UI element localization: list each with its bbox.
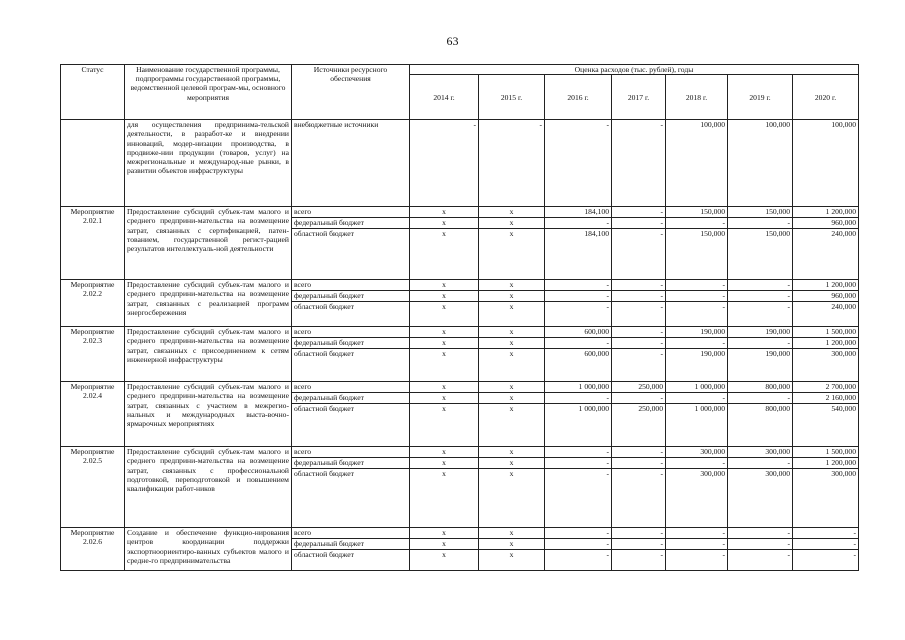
value-cell: 960,000 [793, 218, 859, 229]
value-cell: 960,000 [793, 291, 859, 302]
value-cell: 1 200,000 [793, 207, 859, 218]
value-cell: - [612, 539, 666, 550]
value-cell: - [728, 338, 793, 349]
value-cell: - [545, 338, 612, 349]
value-cell: x [410, 291, 479, 302]
value-cell: x [410, 207, 479, 218]
value-cell: 300,000 [666, 469, 728, 528]
value-cell: - [612, 447, 666, 458]
value-cell: - [666, 218, 728, 229]
value-cell: 184,100 [545, 207, 612, 218]
value-cell: x [479, 280, 545, 291]
header-year: 2020 г. [793, 75, 859, 120]
value-cell: - [612, 349, 666, 382]
value-cell: x [410, 382, 479, 393]
funding-source-cell: областной бюджет [292, 404, 410, 447]
funding-source-cell: областной бюджет [292, 349, 410, 382]
value-cell: 540,000 [793, 404, 859, 447]
value-cell: x [410, 338, 479, 349]
value-cell: 1 000,000 [545, 404, 612, 447]
value-cell: - [545, 120, 612, 207]
value-cell: x [410, 327, 479, 338]
value-cell: - [612, 469, 666, 528]
value-cell: 240,000 [793, 302, 859, 327]
value-cell: x [479, 539, 545, 550]
measure-name-cell: для осуществления предпринима-тельской деятельности, в разработ-ке и внедрении инноваций, модер-низации производства, в продвиже-нии продукции (товаров, услуг) на межрегиональные и международ-ные рынки, в развитии объектов инфраструктуры [125, 120, 292, 207]
value-cell: 1 500,000 [793, 327, 859, 338]
value-cell: - [728, 218, 793, 229]
budget-table [60, 64, 859, 571]
value-cell: x [479, 447, 545, 458]
status-cell: Мероприятие 2.02.1 [61, 207, 125, 280]
value-cell: 150,000 [666, 207, 728, 218]
funding-source-cell: федеральный бюджет [292, 338, 410, 349]
funding-source-cell: областной бюджет [292, 229, 410, 280]
value-cell: 800,000 [728, 404, 793, 447]
value-cell: 1 000,000 [545, 382, 612, 393]
value-cell: 600,000 [545, 349, 612, 382]
value-cell: - [545, 218, 612, 229]
value-cell: x [479, 349, 545, 382]
value-cell: x [479, 207, 545, 218]
value-cell: - [728, 539, 793, 550]
header-status: Статус [61, 65, 125, 120]
header-year: 2015 г. [479, 75, 545, 120]
value-cell: x [410, 447, 479, 458]
funding-source-cell: федеральный бюджет [292, 458, 410, 469]
measure-name-cell: Предоставление субсидий субъек-там малого и среднего предприни-мательства на возмещение затрат, связанных с реализацией программ энергосбережения [125, 280, 292, 327]
value-cell: - [793, 539, 859, 550]
funding-source-cell: всего [292, 447, 410, 458]
value-cell: - [545, 302, 612, 327]
value-cell: 300,000 [728, 469, 793, 528]
value-cell: - [612, 120, 666, 207]
measure-name-cell: Создание и обеспечение функцио-нирования центров координации поддержки экспортноориентиро-ванных субъектов малого и средне-го предпринимательства [125, 528, 292, 571]
funding-source-cell: всего [292, 528, 410, 539]
value-cell: - [545, 393, 612, 404]
status-cell: Мероприятие 2.02.5 [61, 447, 125, 528]
value-cell: x [479, 338, 545, 349]
value-cell: - [612, 338, 666, 349]
value-cell: 1 500,000 [793, 447, 859, 458]
funding-source-cell: всего [292, 382, 410, 393]
value-cell: - [612, 528, 666, 539]
table-row [61, 447, 859, 458]
measure-name-cell: Предоставление субсидий субъек-там малого и среднего предприни-мательства на возмещение затрат, связанных с присоединением к сетям инженерной инфраструктуры [125, 327, 292, 382]
page-number: 63 [446, 34, 459, 48]
value-cell: 600,000 [545, 327, 612, 338]
value-cell: - [545, 458, 612, 469]
value-cell: 190,000 [666, 327, 728, 338]
value-cell: 100,000 [666, 120, 728, 207]
value-cell: x [410, 302, 479, 327]
value-cell: - [666, 393, 728, 404]
value-cell: 150,000 [666, 229, 728, 280]
value-cell: - [545, 539, 612, 550]
table-row [61, 207, 859, 218]
table-row [61, 120, 859, 207]
header-year: 2019 г. [728, 75, 793, 120]
value-cell: 100,000 [728, 120, 793, 207]
value-cell: x [410, 458, 479, 469]
value-cell: 2 160,000 [793, 393, 859, 404]
funding-source-cell: федеральный бюджет [292, 393, 410, 404]
value-cell: - [666, 528, 728, 539]
table-row [61, 528, 859, 539]
value-cell: - [545, 469, 612, 528]
header-year: 2016 г. [545, 75, 612, 120]
table-row [61, 382, 859, 393]
value-cell: 100,000 [793, 120, 859, 207]
value-cell: - [793, 528, 859, 539]
funding-source-cell: областной бюджет [292, 469, 410, 528]
value-cell: - [666, 550, 728, 571]
value-cell: - [479, 120, 545, 207]
value-cell: x [479, 327, 545, 338]
value-cell: - [545, 447, 612, 458]
value-cell: 150,000 [728, 207, 793, 218]
value-cell: - [612, 458, 666, 469]
value-cell: - [666, 338, 728, 349]
value-cell: - [612, 550, 666, 571]
table-row [61, 327, 859, 338]
status-cell: Мероприятие 2.02.6 [61, 528, 125, 571]
value-cell: 1 000,000 [666, 404, 728, 447]
value-cell: x [479, 528, 545, 539]
value-cell: - [666, 539, 728, 550]
value-cell: x [410, 469, 479, 528]
value-cell: - [612, 393, 666, 404]
value-cell: 300,000 [666, 447, 728, 458]
value-cell: x [479, 229, 545, 280]
value-cell: - [612, 302, 666, 327]
value-cell: 250,000 [612, 404, 666, 447]
status-cell: Мероприятие 2.02.4 [61, 382, 125, 447]
value-cell: x [410, 404, 479, 447]
funding-source-cell: всего [292, 327, 410, 338]
measure-name-cell: Предоставление субсидий субъек-там малого и среднего предприни-мательства на возмещение затрат, связанных с участием в межрегио-нальных и международных выста-вочно-ярмарочных мероприятиях [125, 382, 292, 447]
value-cell: - [545, 280, 612, 291]
value-cell: x [410, 550, 479, 571]
table-body [61, 120, 859, 571]
header-source: Источники ресурсного обеспечения [292, 65, 410, 120]
value-cell: 1 200,000 [793, 338, 859, 349]
status-cell: Мероприятие 2.02.2 [61, 280, 125, 327]
value-cell: 250,000 [612, 382, 666, 393]
value-cell: 300,000 [793, 469, 859, 528]
value-cell: - [545, 528, 612, 539]
funding-source-cell: областной бюджет [292, 550, 410, 571]
header-year: 2017 г. [612, 75, 666, 120]
value-cell: 2 700,000 [793, 382, 859, 393]
value-cell: x [479, 302, 545, 327]
value-cell: - [612, 207, 666, 218]
funding-source-cell: всего [292, 207, 410, 218]
value-cell: x [479, 393, 545, 404]
value-cell: 190,000 [728, 327, 793, 338]
value-cell: x [410, 280, 479, 291]
value-cell: x [479, 469, 545, 528]
value-cell: - [728, 550, 793, 571]
header-year: 2014 г. [410, 75, 479, 120]
value-cell: - [728, 302, 793, 327]
table-row [61, 280, 859, 291]
value-cell: - [666, 280, 728, 291]
value-cell: 1 200,000 [793, 458, 859, 469]
value-cell: x [479, 382, 545, 393]
value-cell: x [410, 229, 479, 280]
value-cell: x [410, 539, 479, 550]
value-cell: - [728, 458, 793, 469]
funding-source-cell: федеральный бюджет [292, 291, 410, 302]
funding-source-cell: внебюджетные источники [292, 120, 410, 207]
header-name: Наименование государственной программы, подпрограммы государственной программы, ведомственной целевой програм-мы, основного мероприятия [125, 65, 292, 120]
value-cell: - [612, 291, 666, 302]
value-cell: - [612, 229, 666, 280]
value-cell: 190,000 [728, 349, 793, 382]
value-cell: 800,000 [728, 382, 793, 393]
status-cell [61, 120, 125, 207]
value-cell: - [728, 528, 793, 539]
value-cell: - [612, 280, 666, 291]
value-cell: - [410, 120, 479, 207]
value-cell: - [666, 458, 728, 469]
measure-name-cell: Предоставление субсидий субъек-там малого и среднего предприни-мательства на возмещение затрат, связанных с сертификацией, патен-тованием, государственной регист-рацией результатов интеллектуаль-ной деятельности [125, 207, 292, 280]
value-cell: - [666, 291, 728, 302]
value-cell: 184,100 [545, 229, 612, 280]
value-cell: x [410, 349, 479, 382]
funding-source-cell: федеральный бюджет [292, 218, 410, 229]
value-cell: - [545, 550, 612, 571]
value-cell: x [479, 218, 545, 229]
value-cell: - [666, 302, 728, 327]
value-cell: x [410, 218, 479, 229]
header-year: 2018 г. [666, 75, 728, 120]
value-cell: x [479, 550, 545, 571]
value-cell: x [479, 291, 545, 302]
measure-name-cell: Предоставление субсидий субъек-там малого и среднего предприни-мательства на возмещение затрат, связанных с профессиональной подготовкой, переподготовкой и повышением квалификации работ-ников [125, 447, 292, 528]
value-cell: - [728, 280, 793, 291]
value-cell: - [545, 291, 612, 302]
funding-source-cell: областной бюджет [292, 302, 410, 327]
value-cell: x [479, 404, 545, 447]
value-cell: - [728, 291, 793, 302]
value-cell: - [728, 393, 793, 404]
value-cell: x [479, 458, 545, 469]
funding-source-cell: федеральный бюджет [292, 539, 410, 550]
value-cell: 150,000 [728, 229, 793, 280]
value-cell: 190,000 [666, 349, 728, 382]
header-estimate: Оценка расходов (тыс. рублей), годы [410, 65, 859, 75]
value-cell: 240,000 [793, 229, 859, 280]
value-cell: x [410, 528, 479, 539]
value-cell: 1 000,000 [666, 382, 728, 393]
value-cell: 300,000 [793, 349, 859, 382]
value-cell: 300,000 [728, 447, 793, 458]
funding-source-cell: всего [292, 280, 410, 291]
value-cell: - [612, 327, 666, 338]
status-cell: Мероприятие 2.02.3 [61, 327, 125, 382]
value-cell: - [793, 550, 859, 571]
value-cell: - [612, 218, 666, 229]
value-cell: x [410, 393, 479, 404]
value-cell: 1 200,000 [793, 280, 859, 291]
